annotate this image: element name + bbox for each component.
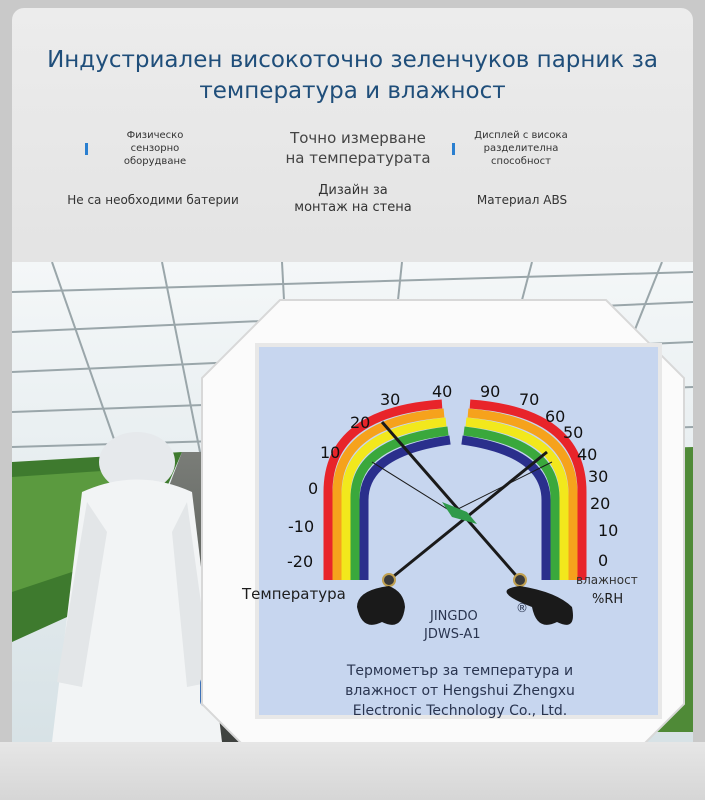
- feature-sensor: [110, 129, 200, 168]
- bullet-icon: [85, 143, 88, 155]
- page-title: [12, 45, 693, 107]
- hum-tick: 60: [545, 407, 566, 426]
- hum-tick: 40: [577, 445, 598, 464]
- feature-wall-mount-line: монтаж на стена: [294, 200, 412, 215]
- feature-display-line: Дисплей с висока: [474, 130, 568, 141]
- feature-wall-mount-line: Дизайн за: [318, 183, 388, 198]
- model-number: JDWS-A1: [424, 627, 481, 642]
- dial-caption-line: влажност от Hengshui Zhengxu: [345, 683, 575, 699]
- humidity-unit: %RH: [592, 592, 624, 607]
- feature-accuracy-line: Точно измерване: [290, 129, 426, 147]
- title-line-2: температура и влажност: [199, 78, 506, 104]
- feature-sensor-line: оборудване: [123, 156, 187, 167]
- hum-tick: 30: [588, 467, 609, 486]
- temp-tick: -20: [287, 552, 314, 571]
- temp-tick: -10: [288, 517, 315, 536]
- feature-sensor-line: сензорно: [130, 143, 180, 154]
- dial-caption-line: Electronic Technology Co., Ltd.: [352, 703, 568, 719]
- hum-tick: 70: [519, 390, 540, 409]
- hum-tick: 10: [598, 521, 619, 540]
- hum-tick: 0: [598, 551, 609, 570]
- temp-tick: 40: [432, 382, 453, 401]
- feature-display-line: разделителна: [483, 143, 559, 154]
- dial-caption: [330, 661, 590, 721]
- feature-display-line: способност: [491, 156, 551, 167]
- feature-display: [466, 129, 576, 168]
- brand-name: JINGDO: [430, 609, 478, 624]
- bottom-strip: [0, 742, 705, 800]
- humidity-label: влажност: [576, 573, 638, 587]
- temp-tick: 10: [320, 443, 341, 462]
- bullet-icon: [452, 143, 455, 155]
- feature-wall-mount: [278, 182, 428, 216]
- hum-tick: 20: [590, 494, 611, 513]
- feature-material: [462, 192, 582, 209]
- temp-tick: 20: [350, 413, 371, 432]
- feature-sensor-line: Физическо: [126, 130, 184, 141]
- feature-no-batteries-line: Не са необходими батерии: [67, 193, 239, 207]
- feature-accuracy: [268, 128, 448, 168]
- title-line-1: Индустриален високоточно зеленчуков парник за: [47, 47, 658, 73]
- dial-caption-line: Термометър за температура и: [346, 663, 574, 679]
- feature-accuracy-line: на температурата: [285, 149, 431, 167]
- temperature-label: Температура: [242, 585, 346, 603]
- registered-mark: ®: [516, 601, 528, 615]
- hum-tick: 90: [480, 382, 501, 401]
- hum-tick: 50: [563, 423, 584, 442]
- feature-material-line: Материал ABS: [476, 193, 568, 207]
- temp-tick: 30: [380, 390, 401, 409]
- feature-no-batteries: [58, 192, 248, 209]
- temp-tick: 0: [308, 479, 319, 498]
